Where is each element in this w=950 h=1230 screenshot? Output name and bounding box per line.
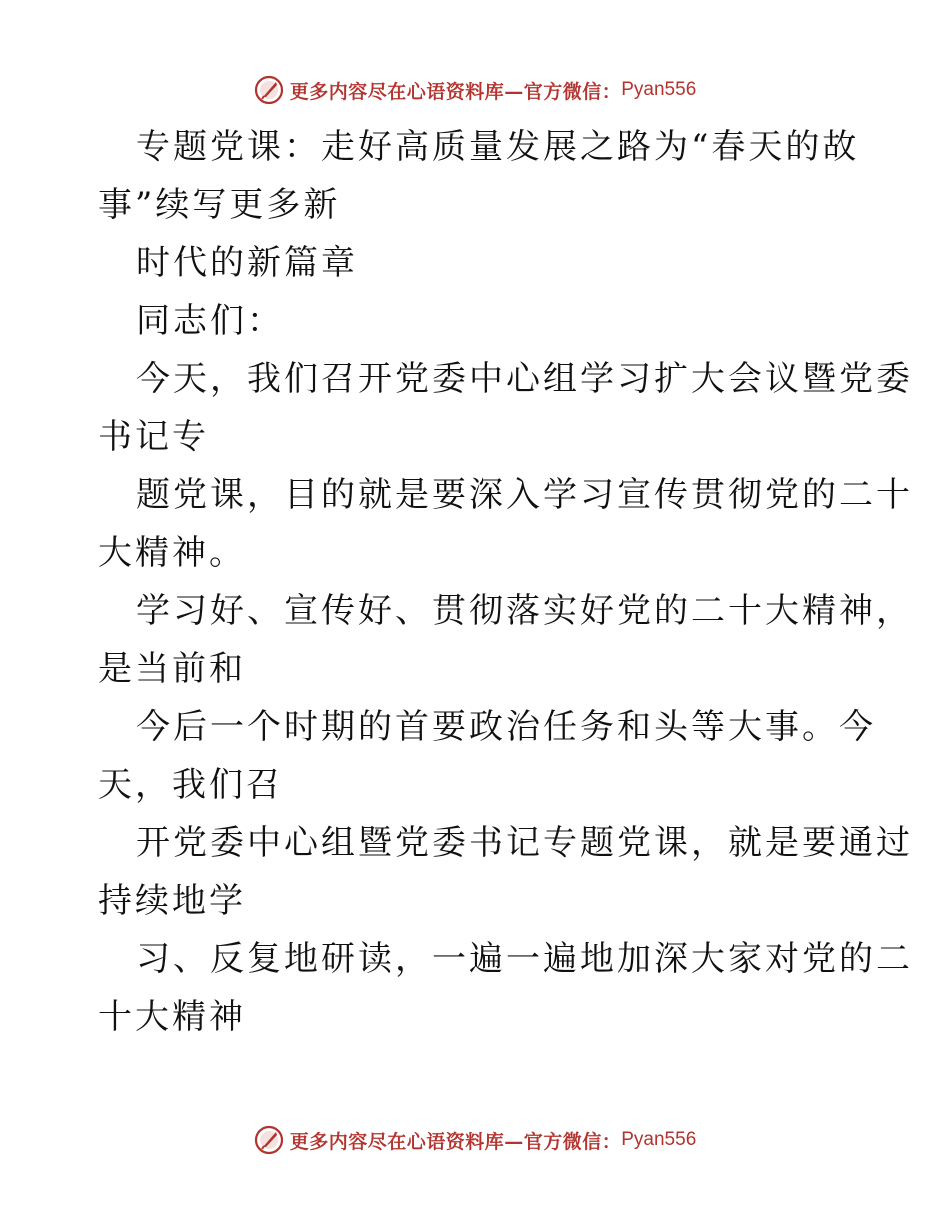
paragraph-line: 开党委中心组暨党委书记专题党课，就是要通过 [136,823,913,863]
footer-banner-wechat-id: Pyan556 [621,1129,697,1150]
paragraph-line: 十大精神 [98,997,246,1037]
paragraph-line: 习、反复地研读，一遍一遍地加深大家对党的二 [136,939,913,979]
header-banner [0,70,950,110]
paragraph-line: 持续地学 [98,881,246,921]
paragraph-line: 是当前和 [98,649,246,689]
paragraph-line: 今后一个时期的首要政治任务和头等大事。今 [136,707,876,747]
document-body [98,118,913,1046]
quill-logo-icon [254,1125,284,1155]
header-banner-wechat-id: Pyan556 [621,79,697,100]
title-line-3: 时代的新篇章 [136,243,358,283]
header-banner-text: 更多内容尽在心语资料库—官方微信： [289,80,622,103]
footer-banner [0,1120,950,1160]
paragraph-line: 天，我们召 [98,765,283,805]
title-line-2: 事”续写更多新 [98,185,341,225]
paragraph-line: 学习好、宣传好、贯彻落实好党的二十大精神， [136,591,913,631]
paragraph-line: 书记专 [98,417,209,457]
quill-logo-icon [254,75,284,105]
salutation: 同志们： [136,301,284,341]
paragraph-line: 题党课，目的就是要深入学习宣传贯彻党的二十 [136,475,913,515]
paragraph-line: 今天，我们召开党委中心组学习扩大会议暨党委 [136,359,913,399]
title-line-1: 专题党课：走好高质量发展之路为“春天的故 [136,127,860,167]
footer-banner-text: 更多内容尽在心语资料库—官方微信： [289,1130,622,1153]
paragraph-line: 大精神。 [98,533,246,573]
